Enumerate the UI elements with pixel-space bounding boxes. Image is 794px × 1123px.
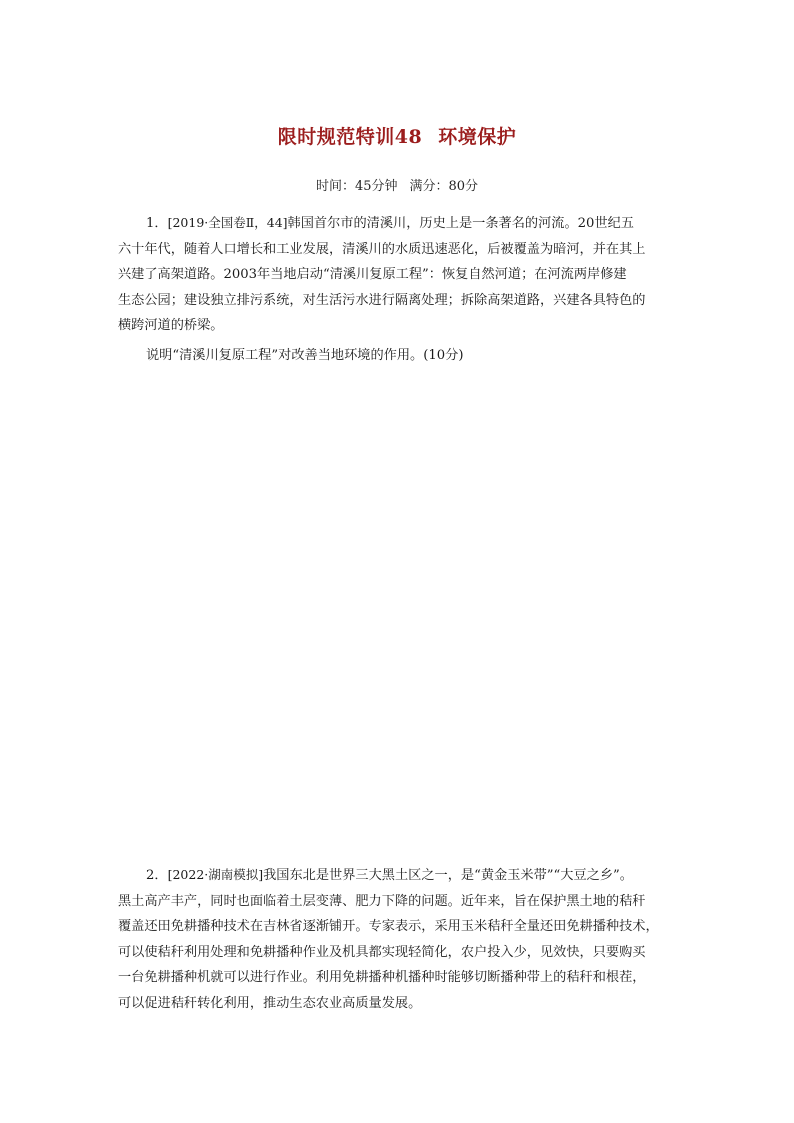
question-2-line-1 bbox=[118, 862, 680, 889]
title-topic: 环境保护 bbox=[438, 126, 517, 148]
question-1-line-2: 六十年代，随着人口增长和工业发展，清溪川的水质迅速恶化，后被覆盖为暗河，并在其上 bbox=[118, 241, 646, 257]
question-1-line-1 bbox=[118, 210, 680, 237]
question-1-line-4: 生态公园；建设独立排污系统，对生活污水进行隔离处理；拆除高架道路，兴建各具特色的 bbox=[118, 292, 646, 308]
question-1-source: [2019·全国卷Ⅱ，44] bbox=[167, 215, 288, 230]
question-1-text: 韩国首尔市的清溪川，历史上是一条著名的河流。20世纪五 bbox=[287, 216, 634, 231]
question-1-prompt bbox=[118, 343, 680, 369]
question-1-line-3: 兴建了高架道路。2003年当地启动“清溪川复原工程”：恢复自然河道；在河流两岸修建 bbox=[118, 267, 627, 282]
exam-meta bbox=[0, 175, 794, 194]
question-1 bbox=[118, 210, 680, 339]
question-2-line-5: 一台免耕播种机就可以进行作业。利用免耕播种机播种时能够切断播种带上的秸秆和根茬， bbox=[118, 970, 646, 985]
question-1-line-5: 横跨河道的桥梁。 bbox=[118, 318, 224, 333]
question-2-line-3: 覆盖还田免耕播种技术在吉林省逐渐铺开。专家表示，采用玉米秸秆全量还田免耕播种技术， bbox=[118, 919, 659, 934]
question-2 bbox=[118, 862, 680, 1016]
title-main: 限时规范特训48 bbox=[277, 126, 423, 148]
question-1-number: 1． bbox=[146, 216, 168, 231]
question-1-ask: 说明“清溪川复原工程”对改善当地环境的作用。(10分) bbox=[146, 348, 464, 363]
question-2-line-4: 可以使秸秆利用处理和免耕播种作业及机具都实现轻简化，农户投入少，见效快，只要购买 bbox=[118, 944, 646, 960]
full-score: 满分：80分 bbox=[409, 179, 479, 194]
question-2-source: [2022·湖南模拟] bbox=[167, 867, 264, 882]
page-title bbox=[0, 122, 794, 149]
time-limit: 时间：45分钟 bbox=[315, 179, 398, 194]
question-2-number: 2． bbox=[146, 868, 168, 883]
question-2-line-6: 可以促进秸秆转化利用，推动生态农业高质量发展。 bbox=[118, 995, 422, 1011]
question-2-text: 我国东北是世界三大黑土区之一，是“黄金玉米带”“大豆之乡”。 bbox=[263, 868, 633, 883]
question-2-line-2: 黑土高产丰产，同时也面临着土层变薄、肥力下降的问题。近年来，旨在保护黑土地的秸秆 bbox=[118, 893, 646, 909]
